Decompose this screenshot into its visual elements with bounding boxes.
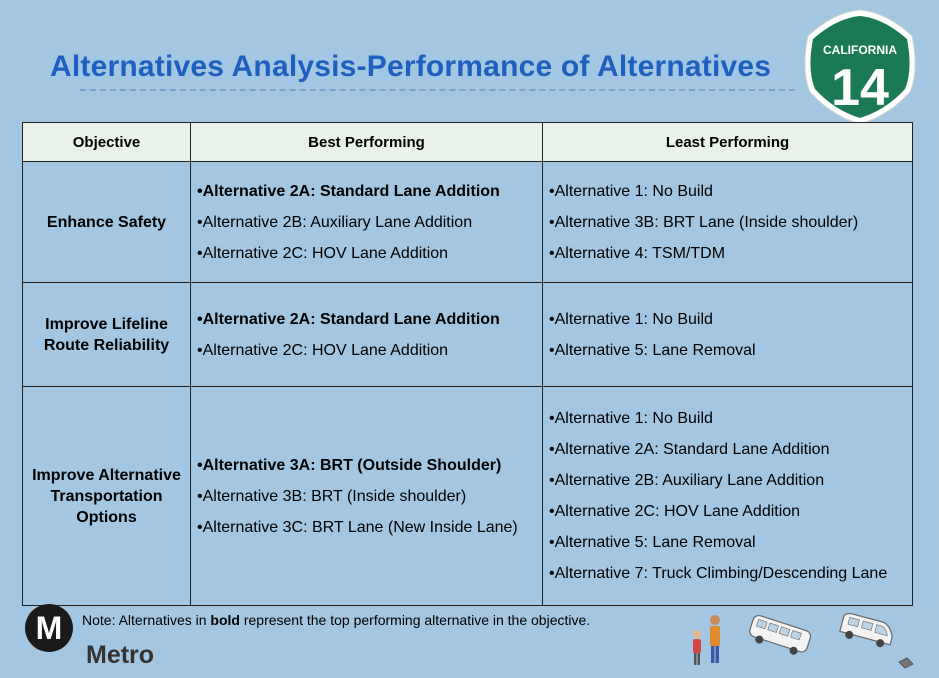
least-performing-cell <box>543 162 913 283</box>
footnote-bold-word: bold <box>210 612 240 628</box>
metro-logo-icon <box>24 603 74 653</box>
footnote-suffix: represent the top performing alternative in the objective. <box>239 612 591 628</box>
list-item: •Alternative 1: No Build <box>549 182 713 200</box>
least-performing-cell <box>543 283 913 387</box>
shield-top-text: CALIFORNIA <box>823 43 897 57</box>
california-14-shield-icon <box>800 8 920 126</box>
list-item: •Alternative 3B: BRT Lane (Inside shoulder) <box>549 213 859 231</box>
shield-route-number: 14 <box>831 59 889 117</box>
performance-table <box>22 122 913 606</box>
list-item: •Alternative 2A: Standard Lane Addition <box>197 182 500 200</box>
list-item: •Alternative 4: TSM/TDM <box>549 244 726 262</box>
list-item: •Alternative 2A: Standard Lane Addition <box>549 441 830 458</box>
metro-wordmark: Metro <box>86 641 155 669</box>
list-item: •Alternative 5: Lane Removal <box>549 341 756 359</box>
list-item: •Alternative 3B: BRT (Inside shoulder) <box>197 487 467 505</box>
objective-cell: Improve Alternative Transportation Options <box>23 387 191 606</box>
decorative-transit-illustration-icon <box>685 606 935 676</box>
list-item: •Alternative 2B: Auxiliary Lane Addition <box>549 472 825 489</box>
van-icon <box>839 612 896 650</box>
objective-cell: Enhance Safety <box>23 162 191 283</box>
header-best-performing: Best Performing <box>191 123 543 162</box>
list-item: •Alternative 7: Truck Climbing/Descending Lane <box>549 565 888 582</box>
best-performing-cell <box>191 387 543 606</box>
list-item: •Alternative 2C: HOV Lane Addition <box>197 341 449 359</box>
pedestrians-icon <box>693 615 720 665</box>
footnote-prefix: Note: Alternatives in <box>82 612 211 628</box>
table-row <box>23 387 913 606</box>
list-item: •Alternative 1: No Build <box>549 410 713 427</box>
bus-icon <box>747 614 812 658</box>
title-underline <box>80 89 795 91</box>
footnote <box>82 612 590 628</box>
table-row <box>23 283 913 387</box>
header-least-performing: Least Performing <box>543 123 913 162</box>
best-performing-cell <box>191 162 543 283</box>
header-objective: Objective <box>23 123 191 162</box>
list-item: •Alternative 1: No Build <box>549 310 713 328</box>
list-item: •Alternative 3C: BRT Lane (New Inside Lane) <box>197 518 518 536</box>
objective-cell: Improve Lifeline Route Reliability <box>23 283 191 387</box>
page-title: Alternatives Analysis-Performance of Alternatives <box>50 50 772 83</box>
least-performing-cell <box>543 387 913 606</box>
best-performing-cell <box>191 283 543 387</box>
list-item: •Alternative 2B: Auxiliary Lane Addition <box>197 213 473 231</box>
list-item: •Alternative 2A: Standard Lane Addition <box>197 310 500 328</box>
table-row <box>23 162 913 283</box>
metro-logo-letter: M <box>35 610 63 646</box>
list-item: •Alternative 5: Lane Removal <box>549 534 756 551</box>
list-item: •Alternative 3A: BRT (Outside Shoulder) <box>197 456 502 474</box>
list-item: •Alternative 2C: HOV Lane Addition <box>549 503 801 520</box>
list-item: •Alternative 2C: HOV Lane Addition <box>197 244 449 262</box>
